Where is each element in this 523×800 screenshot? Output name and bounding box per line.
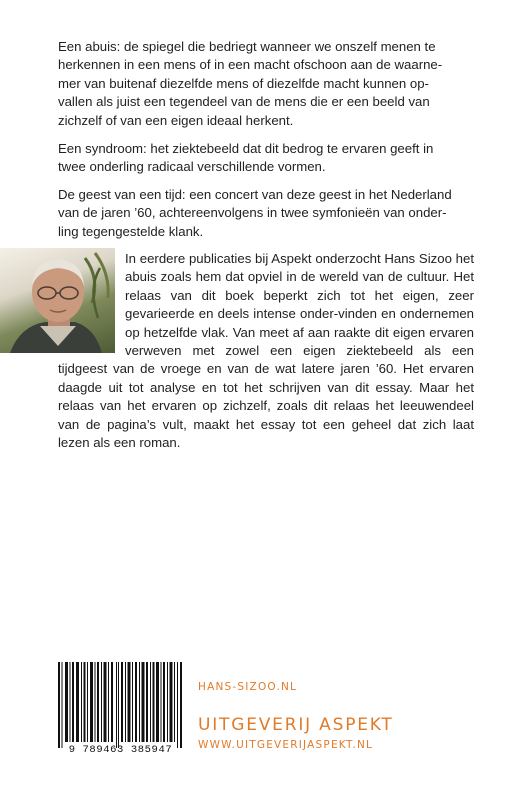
text-line: ling tegengestelde klank.	[58, 223, 204, 239]
publisher-name: UITGEVERIJ ASPEKT	[198, 715, 394, 735]
isbn-barcode	[58, 662, 183, 748]
bio-text: In eerdere publicaties bij Aspekt onderzocht Hans Sizoo het abuis zoals hem dat opviel in de wereld van de cultuur. Het relaas van dit boek beperkt zich tot het eigen, zeer gevarieerde en deels intense onder-vinden en ondernemen op hetzelfde vlak. Van meet af aan raakte dit eigen ervaren verweven met zowel een eigen ziektebeeld als een tijdgeest van de vroege en van de wat latere jaren ’60. Het ervaren daagde uit tot analyse en tot het schrijven van dit essay. Maar het relaas van het ervaren op zichzelf, zoals dit relaas het leeuwendeel van de pagina’s vult, maakt het essay tot een geheel dat zich laat lezen als een roman.	[58, 251, 474, 451]
author-bio	[58, 250, 474, 452]
publisher-website[interactable]: WWW.UITGEVERIJASPEKT.NL	[198, 739, 374, 751]
text-line: mer van buitenaf diezelfde mens of diezelfde macht kunnen op-	[58, 75, 429, 91]
text-line: herkennen in een mens of in een macht ofschoon aan de waarne-	[58, 57, 443, 73]
paragraph-syndroom	[58, 140, 478, 177]
text-line: van de jaren ’60, achtereenvolgens in twee symfonieën van onder-	[58, 205, 447, 221]
text-line: twee onderling radicaal verschillende vormen.	[58, 159, 326, 175]
text-line: De geest van een tijd: een concert van deze geest in het Nederland	[58, 187, 452, 202]
text-line: vallen als juist een tegendeel van de mens die er een beeld van	[58, 94, 430, 110]
paragraph-geest	[58, 186, 478, 241]
isbn-number: 9 789463 385947	[68, 744, 173, 756]
paragraph-abuis	[58, 38, 478, 130]
author-website[interactable]: HANS-SIZOO.NL	[198, 681, 298, 693]
text-line: zichzelf of van een eigen ideaal herkent.	[58, 112, 294, 128]
text-line: Een abuis: de spiegel die bedriegt wanneer we onszelf menen te	[58, 39, 436, 54]
text-line: Een syndroom: het ziektebeeld dat dit bedrog te ervaren geeft in	[58, 141, 434, 156]
author-portrait-image	[0, 248, 115, 353]
